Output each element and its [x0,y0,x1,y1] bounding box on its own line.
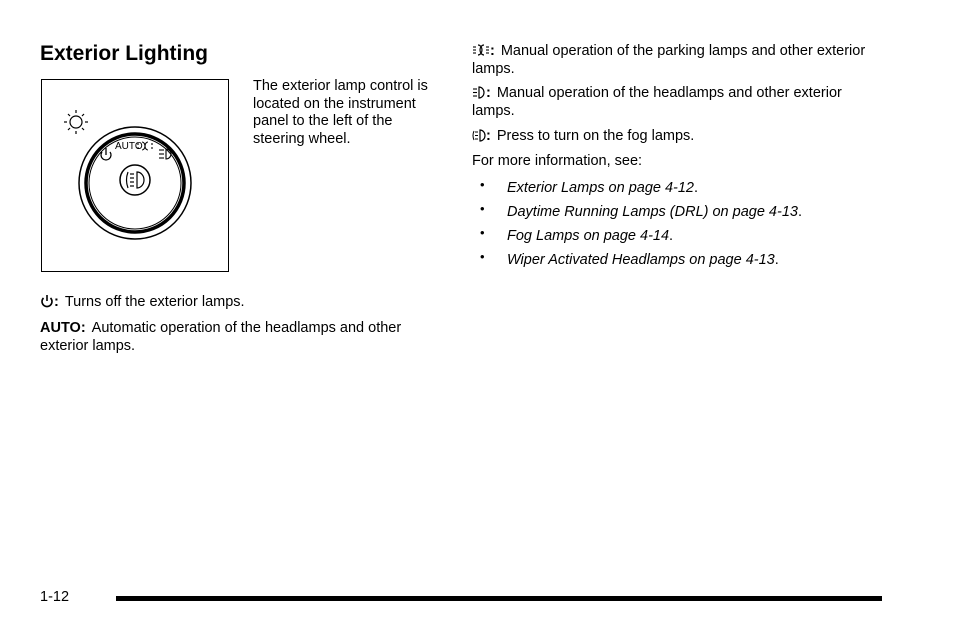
auto-label: AUTO: [40,320,86,336]
reference-link[interactable]: Daytime Running Lamps (DRL) on page 4-13 [507,204,798,220]
dial-auto-label: AUTO [115,141,143,152]
reference-link[interactable]: Wiper Activated Headlamps on page 4-13 [507,252,775,268]
headlamps-symbol [472,85,491,103]
reference-suffix: . [669,228,674,244]
headlamp-icon [159,149,171,159]
list-item[interactable] [476,200,802,224]
reference-suffix: . [694,180,699,196]
reference-suffix: . [797,204,802,220]
parking-symbol [472,43,495,61]
reference-list [476,176,802,272]
headlamps-colon: : [486,85,491,101]
fog-description [472,128,872,146]
parking-colon: : [490,43,495,59]
lamp-control-figure [41,79,229,272]
list-item[interactable] [476,224,802,248]
fog-knob [120,165,150,195]
parking-text: Manual operation of the parking lamps and other exterior lamps. [472,43,866,77]
off-colon: : [54,294,59,310]
fog-symbol [472,128,491,146]
reference-suffix: . [774,252,779,268]
bullet-icon: • [480,177,485,192]
bullet-icon: • [480,249,485,264]
bullet-icon: • [480,201,485,216]
auto-description [40,320,450,355]
fog-colon: : [486,128,491,144]
fog-text: Press to turn on the fog lamps. [496,128,695,144]
list-item[interactable] [476,176,802,200]
parking-lamps-icon [472,44,490,57]
power-off-icon [40,294,54,308]
headlamp-icon [472,86,486,99]
footer-rule [116,596,882,601]
parking-description [472,43,872,78]
fog-lamp-icon [472,129,486,142]
figure-caption: The exterior lamp control is located on the instrument panel to the left of the steering wheel. [253,78,428,147]
fog-lamp-icon [127,172,145,188]
list-item[interactable] [476,248,802,272]
off-symbol [40,294,59,312]
off-description [40,294,440,312]
off-text: Turns off the exterior lamps. [64,294,245,310]
more-info-text: For more information, see: [472,153,643,169]
headlamps-description [472,85,872,120]
light-sun-icon [64,110,88,134]
reference-link[interactable]: Fog Lamps on page 4-14 [507,228,670,244]
page-title: Exterior Lighting [40,42,208,65]
lamp-control-illustration [42,80,228,270]
page-number: 1-12 [40,589,70,605]
bullet-icon: • [480,225,485,240]
reference-link[interactable]: Exterior Lamps on page 4-12 [507,180,694,196]
auto-text: Automatic operation of the headlamps and other exterior lamps. [40,320,402,354]
headlamps-text: Manual operation of the headlamps and other exterior lamps. [472,85,842,119]
